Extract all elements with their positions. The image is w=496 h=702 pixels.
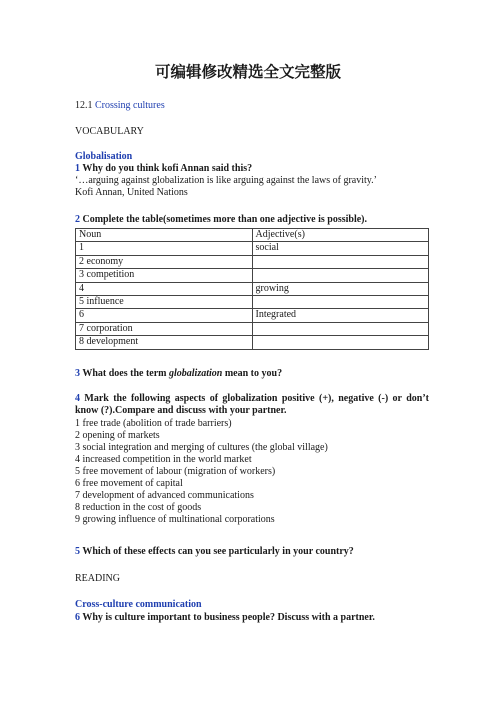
question-3 [75, 368, 429, 380]
table-cell-adjective [252, 322, 429, 335]
table-cell-noun: 8 development [76, 336, 253, 349]
question-2-text: Complete the table(sometimes more than one adjective is possible). [82, 214, 367, 225]
unit-name: Crossing cultures [95, 100, 165, 111]
question-4-text: Mark the following aspects of globalization positive (+), negative (-) or don’t know (?).Compare and discuss with your partner. [75, 393, 429, 416]
question-2-number: 2 [75, 214, 80, 225]
table-cell-adjective: Integrated [252, 309, 429, 322]
unit-number: 12.1 [75, 100, 93, 111]
vocabulary-table [75, 228, 429, 350]
list-item: 4 increased competition in the world market [75, 454, 252, 465]
question-5-text: Which of these effects can you see particularly in your country? [82, 546, 354, 557]
table-header-row [76, 229, 429, 242]
unit-heading [75, 100, 429, 112]
table-row [76, 309, 429, 322]
list-item: 9 growing influence of multinational corporations [75, 514, 275, 525]
list-item: 7 development of advanced communications [75, 490, 254, 501]
list-item: 2 opening of markets [75, 430, 160, 441]
list-item: 5 free movement of labour (migration of workers) [75, 466, 276, 477]
table-row [76, 282, 429, 295]
document-title: 可编辑修改精选全文完整版 [154, 63, 341, 81]
question-2 [75, 214, 429, 226]
question-3-term: globalization [168, 368, 223, 379]
table-row [76, 269, 429, 282]
question-4 [75, 393, 429, 417]
question-3-pre: What does the term [82, 368, 169, 379]
table-cell-noun: 1 [76, 242, 253, 255]
table-header-adjective: Adjective(s) [252, 229, 429, 242]
question-6-text: Why is culture important to business people? Discuss with a partner. [82, 612, 375, 623]
table-row [76, 255, 429, 268]
question-1 [75, 163, 429, 175]
table-cell-noun: 6 [76, 309, 253, 322]
table-header-noun: Noun [76, 229, 253, 242]
table-cell-adjective: social [252, 242, 429, 255]
reading-label: READING [75, 573, 120, 584]
cross-culture-heading: Cross-culture communication [75, 599, 202, 610]
question-4-number: 4 [75, 393, 80, 404]
quote-source: Kofi Annan, United Nations [75, 187, 188, 198]
table-cell-noun: 3 competition [76, 269, 253, 282]
vocabulary-label: VOCABULARY [75, 126, 144, 137]
table-cell-adjective [252, 295, 429, 308]
question-6-number: 6 [75, 612, 80, 623]
table-row [76, 336, 429, 349]
table-cell-adjective: growing [252, 282, 429, 295]
question-1-text: Why do you think kofi Annan said this? [82, 163, 253, 174]
table-cell-adjective [252, 269, 429, 282]
question-3-number: 3 [75, 368, 80, 379]
aspects-list [75, 418, 429, 526]
globalisation-heading: Globalisation [75, 151, 133, 162]
table-row [76, 322, 429, 335]
table-cell-noun: 7 corporation [76, 322, 253, 335]
table-cell-adjective [252, 336, 429, 349]
table-cell-noun: 4 [76, 282, 253, 295]
list-item: 1 free trade (abolition of trade barriers) [75, 418, 232, 429]
table-cell-adjective [252, 255, 429, 268]
list-item: 6 free movement of capital [75, 478, 183, 489]
question-3-post: mean to you? [222, 368, 283, 379]
table-row [76, 242, 429, 255]
table-row [76, 295, 429, 308]
question-1-number: 1 [75, 163, 80, 174]
list-item: 8 reduction in the cost of goods [75, 502, 202, 513]
question-5-number: 5 [75, 546, 80, 557]
list-item: 3 social integration and merging of cultures (the global village) [75, 442, 328, 453]
table-cell-noun: 5 influence [76, 295, 253, 308]
question-5 [75, 546, 429, 558]
quote: ‘…arguing against globalization is like arguing against the laws of gravity.’ [75, 175, 377, 186]
question-6 [75, 612, 429, 624]
table-cell-noun: 2 economy [76, 255, 253, 268]
